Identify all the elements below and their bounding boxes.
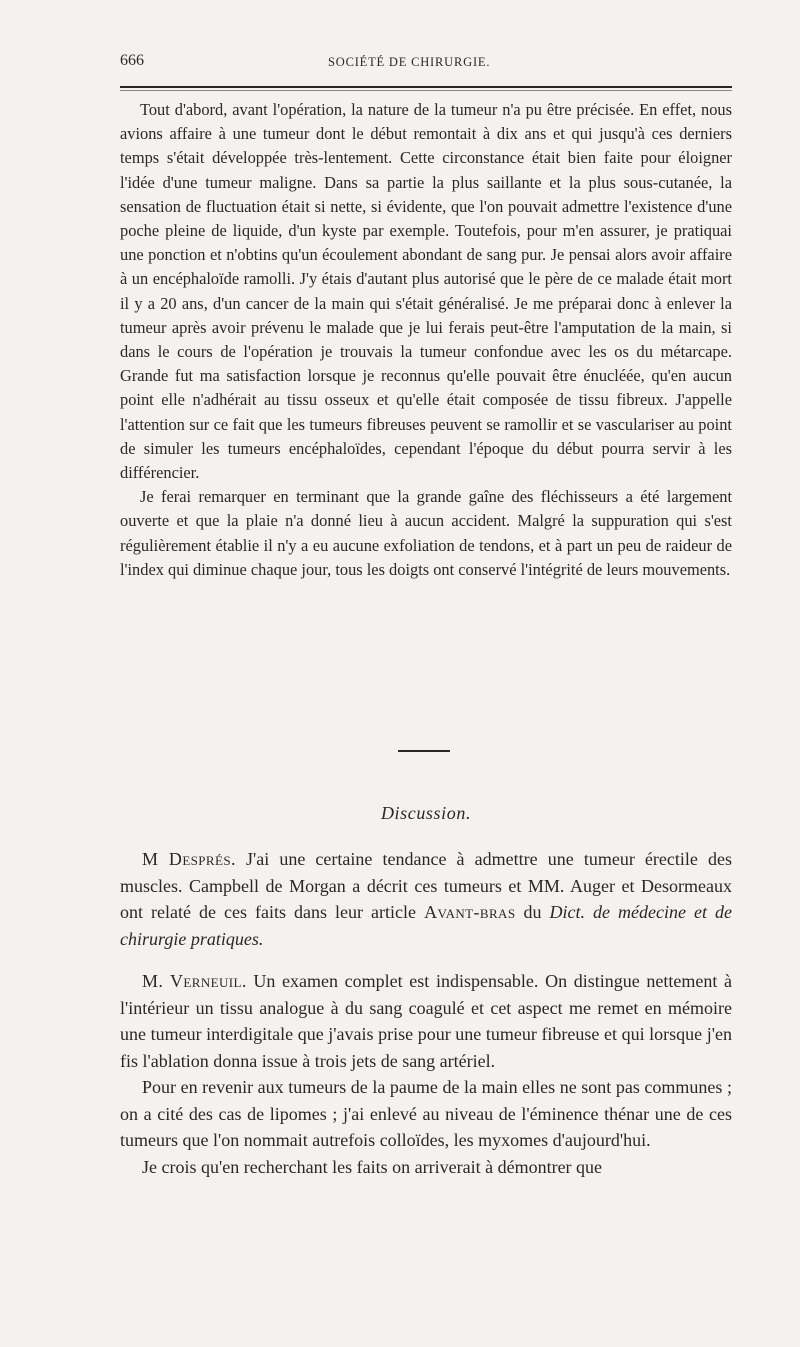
- running-title: SOCIÉTÉ DE CHIRURGIE.: [328, 55, 491, 69]
- despres-paragraph: [120, 846, 732, 952]
- speaker-verneuil: M. Verneuil.: [142, 971, 247, 991]
- case-paragraph-2: Je ferai remarquer en terminant que la grande gaîne des fléchisseurs a été largement ouverte et que la plaie n'a donné lieu à aucun accident. Malgré la suppuration qui s'est régulièrement établie il n'y a eu aucune exfoliation de tendons, et à part un peu de raideur de l'index qui diminue chaque jour, tous les doigts ont conservé l'intégrité de leurs mouvements.: [120, 487, 732, 579]
- despres-text: J'ai une certaine tendance à admettre une tumeur érectile des muscles. Campbell de Morgan a décrit ces tumeurs et MM. Auger et Desormeaux ont relaté de ces faits dans leur article: [120, 849, 732, 922]
- case-report: [120, 98, 732, 582]
- verneuil-paragraph: [120, 968, 732, 1074]
- verneuil-text: Un examen complet est indispensable. On distingue nettement à l'intérieur un tissu analogue à du sang coagulé et cet aspect me remet en mémoire une tumeur interdigitale que j'avais prise pour une tumeur fibreuse et qui lorsque j'en fis l'ablation donna issue à trois jets de sang artériel.: [120, 971, 732, 1071]
- verneuil-paragraph-3: Je crois qu'en recherchant les faits on arriverait à démontrer que: [142, 1156, 603, 1177]
- page-number: 666: [120, 52, 144, 69]
- page: [120, 52, 732, 82]
- case-paragraph-1: Tout d'abord, avant l'opération, la nature de la tumeur n'a pu être précisée. En effet, nous avions affaire à une tumeur dont le début remontait à dix ans et qui jusqu'à ces derniers temps s'était développée très-lentement. Cette circonstance était bien faite pour éloigner l'idée d'une tumeur maligne. Dans sa partie la plus saillante et la plus sous-cutanée, la sensation de fluctuation était si nette, si évidente, que l'on pouvait admettre l'existence d'une poche pleine de liquide, d'un kyste par exemple. Toutefois, pour m'en assurer, je pratiquai une ponction et n'obtins qu'un écoulement abondant de sang pur. Je pensai alors avoir affaire à un encéphaloïde ramolli. J'y étais d'autant plus autorisé que le père de ce malade était mort il y a 20 ans, d'un cancer de la main qui s'était généralisé. Je me préparai donc à enlever la tumeur après avoir prévenu le malade que je lui ferais peut-être l'amputation de la main, si dans le cours de l'opération je trouvais la tumeur confondue avec les os du métarcape. Grande fut ma satisfaction lorsque je reconnus qu'elle pouvait être énucléée, qu'en aucun point elle n'adhérait au tissu osseux et qu'elle était composée de tissu fibreux. J'appelle l'attention sur ce fait que les tumeurs fibreuses peuvent se ramollir et se vasculariser au point de simuler les tumeurs encéphaloïdes, cependant l'époque du début pourra servir à les différencier.: [120, 100, 732, 483]
- page-header: [120, 52, 732, 82]
- header-rule-thin: [120, 90, 732, 91]
- discussion-heading: Discussion.: [380, 803, 472, 823]
- verneuil-paragraph-2: Pour en revenir aux tumeurs de la paume de la main elles ne sont pas communes ; on a cité des cas de lipomes ; j'ai enlevé au niveau de l'éminence thénar une de ces tumeurs que l'on nommait autrefois colloïdes, les myxomes d'aujourd'hui.: [120, 1077, 732, 1150]
- despres-text-b: du: [515, 902, 550, 922]
- dictionary-title: Dict. de médecine et de chirurgie pratiques.: [120, 902, 733, 949]
- discussion-body: [120, 846, 732, 1180]
- speaker-despres: M Després.: [142, 849, 236, 869]
- article-title: Avant-bras: [424, 902, 516, 922]
- header-rule: [120, 86, 732, 88]
- section-separator: [398, 750, 450, 752]
